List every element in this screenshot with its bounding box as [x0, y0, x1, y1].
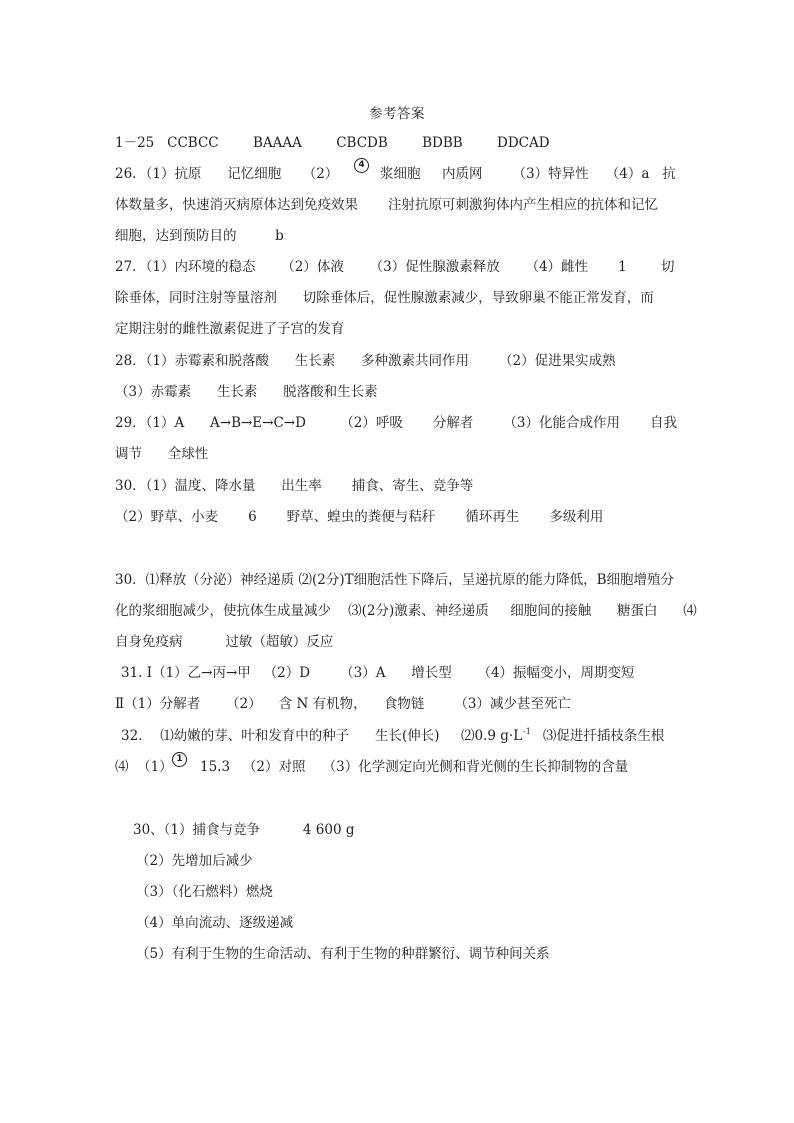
answer-line-28: 28．（1）赤霉素和脱落酸 生长素 多种激素共同作用 （2）促进果实成熟 — [115, 353, 616, 369]
answer-line-1-25: 1－25 CCBCC BAAAA CBCDB BDBB DDCAD — [115, 135, 550, 151]
answer-line-26-part1: 26．（1）抗原 记忆细胞 （2） — [115, 166, 339, 182]
answer-line-31-part2: Ⅱ（1）分解者 （2） 含 N 有机物， 食物链 （3）减少甚至死亡 — [115, 696, 571, 712]
answer-line-26-cont2: 细胞，达到预防目的 b — [115, 228, 284, 244]
answer-line-32-part1: 32． ⑴幼嫩的芽、叶和发育中的种子 生长(伸长) ⑵0.9 g·L — [121, 728, 523, 744]
answer-line-30a-cont: （2）野草、小麦 6 野草、蝗虫的粪便与秸秆 循环再生 多级利用 — [115, 509, 604, 525]
answer-line-28-cont: （3）赤霉素 生长素 脱落酸和生长素 — [115, 384, 378, 400]
answer-line-30b-cont1: 化的浆细胞减少，使抗体生成量减少 ⑶(2分)激素、神经递质 细胞间的接触 糖蛋白 ⑷ — [115, 603, 697, 619]
answer-line-27-cont2: 定期注射的雌性激素促进了子宫的发育 — [115, 321, 345, 337]
answer-line-30c-4: （4）单向流动、逐级递减 — [136, 915, 294, 931]
answer-line-29-cont: 调节 全球性 — [115, 446, 209, 462]
answer-line-30b: 30．⑴释放（分泌）神经递质 ⑵(2分)T细胞活性下降后，呈递抗原的能力降低，B细胞增殖分 — [115, 572, 675, 588]
answer-line-30c-5: （5）有利于生物的生命活动、有利于生物的种群繁衍、调节种间关系 — [136, 946, 550, 962]
circled-number-4: 4 — [354, 158, 369, 173]
answer-line-30c-3: （3）（化石燃料）燃烧 — [136, 884, 273, 900]
answer-line-30c: 30、（1）捕食与竞争 4 600 g — [133, 822, 355, 838]
answer-line-26-cont1: 体数量多，快速消灭病原体达到免疫效果 注射抗原可刺激狗体内产生相应的抗体和记忆 — [115, 197, 659, 213]
answer-line-32-part2b: 15.3 （2）对照 （3）化学测定向光侧和背光侧的生长抑制物的含量 — [200, 759, 629, 775]
answer-line-27: 27．（1）内环境的稳态 （2）体液 （3）促性腺激素释放 （4）雌性 1 切 — [115, 259, 675, 275]
answer-line-30a: 30．（1）温度、降水量 出生率 捕食、寄生、竞争等 — [115, 478, 474, 494]
answer-line-30c-2: （2）先增加后减少 — [136, 853, 253, 869]
unit-superscript: -1 — [523, 727, 531, 736]
answer-line-26-part2: 浆细胞 内质网 （3）特异性 （4）a 抗 — [380, 166, 676, 182]
answer-line-27-cont1: 除垂体，同时注射等量溶剂 切除垂体后，促性腺激素减少，导致卵巢不能正常发育，而 — [115, 290, 654, 306]
page-title: 参考答案 — [369, 106, 425, 122]
answer-line-32-part2a: ⑷ （1） — [115, 759, 173, 775]
circled-number-1: 1 — [172, 752, 187, 767]
answer-line-30b-cont2: 自身免疫病 过敏（超敏）反应 — [115, 634, 334, 650]
answer-line-29: 29．（1）A A→B→E→C→D （2）呼吸 分解者 （3）化能合成作用 自我 — [115, 415, 678, 431]
answer-line-32-part1b: ⑶促进扦插枝条生根 — [530, 728, 665, 744]
answer-line-31-part1: 31. Ⅰ（1）乙→丙→甲 （2）D （3）A 增长型 （4）振幅变小，周期变短 — [121, 665, 635, 681]
